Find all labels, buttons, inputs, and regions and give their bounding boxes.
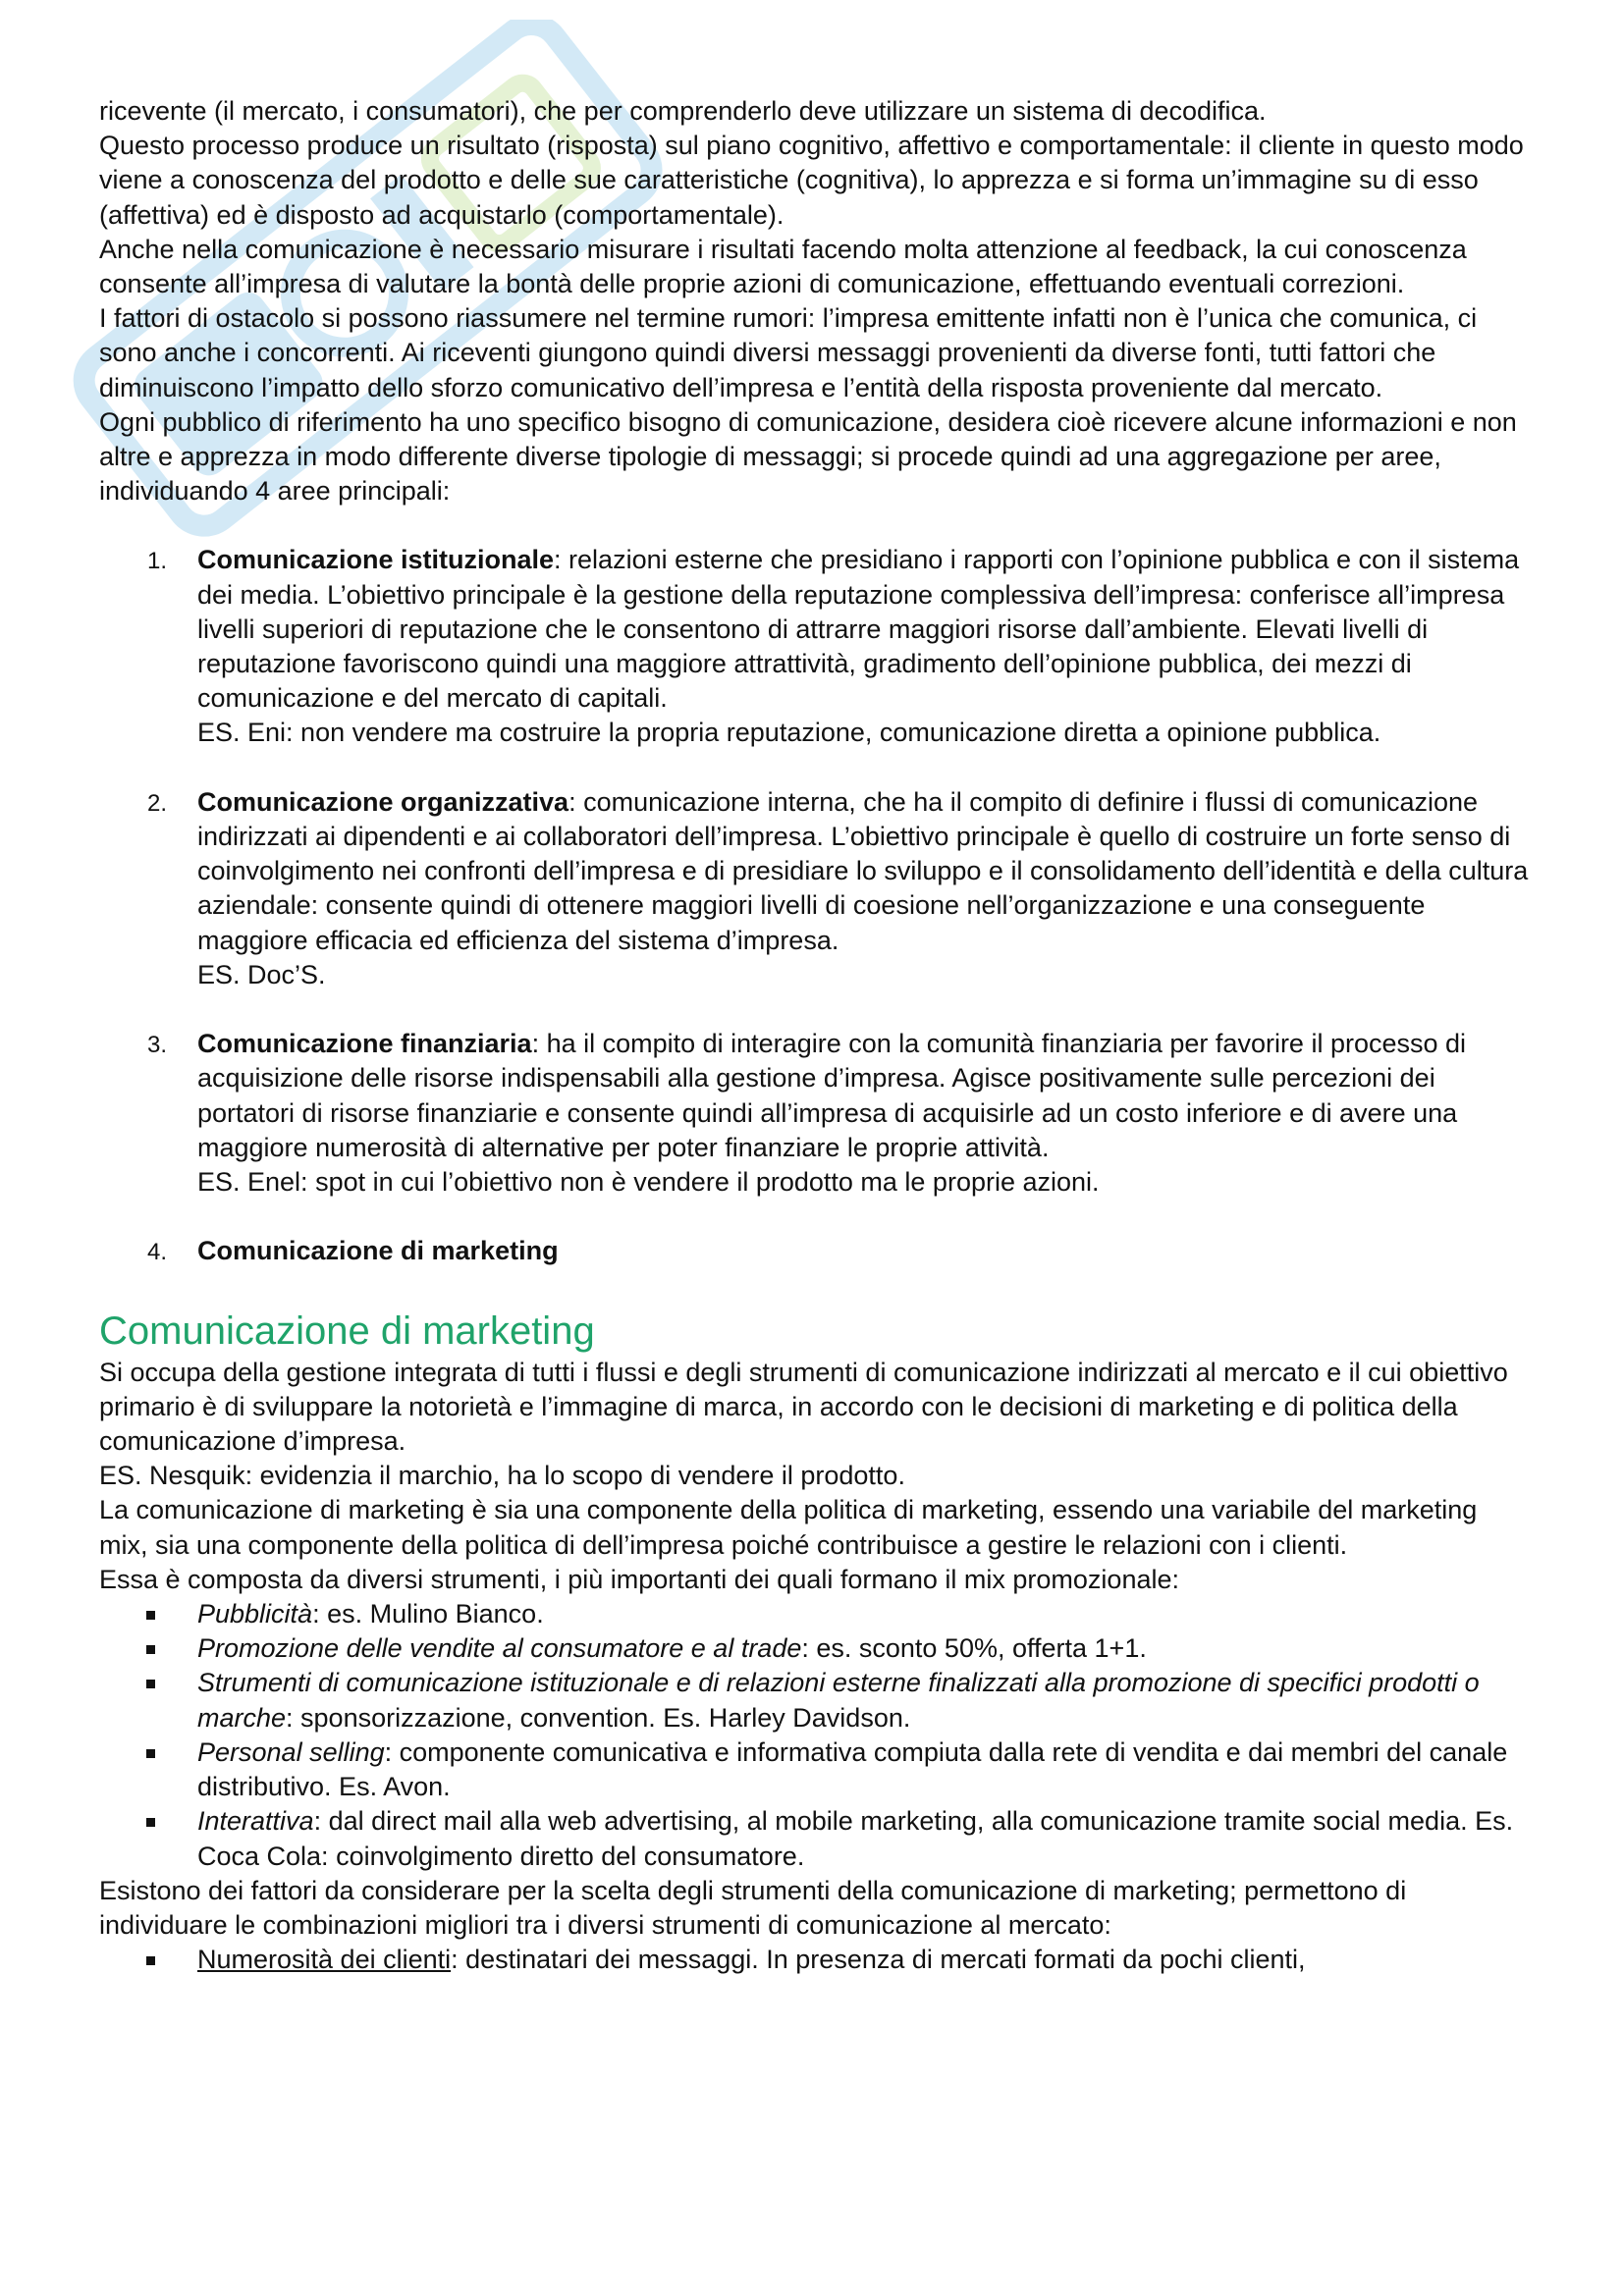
factors-intro: Esistono dei fattori da considerare per la scelta degli strumenti della comunicazione di marketing; permettono di individuare le combinazioni migliori tra i diversi strumenti di comunicazione al mercato: (99, 1875, 1407, 1940)
area-example: ES. Enel: spot in cui l’obiettivo non è vendere il prodotto ma le proprie azioni. (197, 1167, 1100, 1198)
intro-paragraph-2: Questo processo produce un risultato (risposta) sul piano cognitivo, affettivo e comportamentale: il cliente in questo modo viene a conoscenza del prodotto e delle sue caratteristiche (cognitiva), lo apprezza e si forma un’immagine su di esso (affettiva) ed è disposto ad acquistarlo (comportamentale). (99, 131, 1524, 230)
tool-term: Pubblicità (197, 1599, 313, 1629)
factor-term: Numerosità dei clienti (197, 1945, 452, 1975)
list-item (99, 1597, 1533, 1631)
list-item (99, 1943, 1533, 1977)
bullet-square-icon (146, 1956, 155, 1965)
list-item (99, 1735, 1533, 1804)
bullet-square-icon (146, 1680, 155, 1688)
area-title: Comunicazione finanziaria (197, 1029, 532, 1059)
area-example: ES. Eni: non vendere ma costruire la propria reputazione, comunicazione diretta a opinione pubblica. (197, 718, 1381, 748)
intro-paragraph-4: I fattori di ostacolo si possono riassumere nel termine rumori: l’impresa emittente infatti non è l’unica che comunica, ci sono anche i concorrenti. Ai riceventi giungono quindi diversi messaggi provenienti da diverse fonti, tutti fattori che diminuiscono l’impatto dello sforzo comunicativo dell’impresa e l’entità della risposta proveniente dal mercato. (99, 303, 1478, 402)
bullet-square-icon (146, 1645, 155, 1654)
tool-term: Promozione delle vendite al consumatore e al trade (197, 1633, 802, 1664)
promotional-mix-list (99, 1597, 1533, 1874)
area-title: Comunicazione istituzionale (197, 545, 555, 575)
intro-paragraph-5: Ogni pubblico di riferimento ha uno specifico bisogno di comunicazione, desidera cioè ricevere alcune informazioni e non altre e apprezza in modo differente diverse tipologie di messaggi; si procede quindi ad una aggregazione per aree, individuando 4 aree principali: (99, 406, 1517, 507)
tool-text: : dal direct mail alla web advertising, al mobile marketing, alla comunicazione tramite social media. Es. Coca Cola: coinvolgimento diretto del consumatore. (197, 1806, 1514, 1871)
tool-text: : componente comunicativa e informativa compiuta dalla rete di vendita e dai membri del canale distributivo. Es. Avon. (197, 1736, 1508, 1802)
list-number: 4. (147, 1239, 168, 1266)
area-item-institutional (99, 543, 1533, 750)
area-description (197, 1027, 1533, 1165)
list-item (99, 1666, 1533, 1735)
bullet-square-icon (146, 1818, 155, 1827)
bullet-square-icon (146, 1611, 155, 1620)
list-number: 1. (147, 548, 168, 575)
area-text: : comunicazione interna, che ha il compito di definire i flussi di comunicazione indirizzati ai dipendenti e ai collaboratori dell’impresa. L’obiettivo principale è quello di costruire un forte senso di coinvolgimento nei confronti dell’impresa e di presidiare lo sviluppo e il consolidamento dell’identità e della cultura aziendale: consente quindi di ottenere maggiori livelli di coesione nell’organizzazione e una conseguente maggiore efficacia ed efficienza del sistema d’impresa. (197, 786, 1529, 955)
tool-term: Strumenti di comunicazione istituzionale e di relazioni esterne finalizzati alla promozione di specifici prodotti o marche (197, 1668, 1480, 1733)
area-text: : ha il compito di interagire con la comunità finanziaria per favorire il processo di acquisizione delle risorse indispensabili alla gestione d’impresa. Agisce positivamente sulle percezioni dei portatori di risorse finanziarie e consente quindi all’impresa di acquisirle ad un costo inferiore e di avere una maggiore numerosità di alternative per poter finanziare le proprie attività. (197, 1029, 1467, 1162)
area-text: : relazioni esterne che presidiano i rapporti con l’opinione pubblica e con il sistema dei media. L’obiettivo principale è la gestione della reputazione complessiva dell’impresa: conferisce all’impresa livelli superiori di reputazione che le consentono di attrarre maggiori risorse dall’ambiente. Elevati livelli di reputazione favoriscono quindi una maggiore attrattività, gradimento dell’opinione pubblica, dei mezzi di comunicazione e del mercato di capitali. (197, 545, 1520, 714)
list-item (99, 1631, 1533, 1666)
area-description (197, 1234, 1533, 1268)
section-paragraph-3: La comunicazione di marketing è sia una componente della politica di marketing, essendo una variabile del marketing mix, sia una componente della politica di dell’impresa poiché contribuisce a gestire le relazioni con i clienti. (99, 1495, 1478, 1560)
intro-paragraph-3: Anche nella comunicazione è necessario misurare i risultati facendo molta attenzione al feedback, la cui conoscenza consente all’impresa di valutare la bontà delle proprie azioni di comunicazione, effettuando eventuali correzioni. (99, 234, 1467, 299)
list-item (99, 1804, 1533, 1873)
section-paragraph-4: Essa è composta da diversi strumenti, i più importanti dei quali formano il mix promozionale: (99, 1564, 1179, 1594)
area-title: Comunicazione organizzativa (197, 786, 569, 817)
bullet-square-icon (146, 1749, 155, 1758)
area-item-marketing (99, 1234, 1533, 1268)
area-item-organizational (99, 785, 1533, 992)
section-paragraph-2: ES. Nesquik: evidenzia il marchio, ha lo scopo di vendere il prodotto. (99, 1461, 905, 1491)
tool-text: : es. sconto 50%, offerta 1+1. (801, 1633, 1147, 1664)
section-paragraph-1: Si occupa della gestione integrata di tutti i flussi e degli strumenti di comunicazione indirizzati al mercato e il cui obiettivo primario è di sviluppare la notorietà e l’immagine di marca, in accordo con le decisioni di marketing e di politica della comunicazione d’impresa. (99, 1357, 1508, 1457)
tool-text: : es. Mulino Bianco. (312, 1599, 544, 1629)
area-description (197, 785, 1533, 958)
selection-factors-list (99, 1943, 1533, 1977)
communication-areas-list (99, 543, 1533, 1268)
section-heading: Comunicazione di marketing (99, 1308, 595, 1353)
area-item-financial (99, 1027, 1533, 1200)
document-page (99, 94, 1533, 1977)
area-example: ES. Doc’S. (197, 959, 326, 989)
tool-term: Personal selling (197, 1736, 385, 1767)
list-number: 2. (147, 789, 168, 817)
intro-paragraph-1: ricevente (il mercato, i consumatori), che per comprenderlo deve utilizzare un sistema di decodifica. (99, 96, 1267, 126)
tool-term: Interattiva (197, 1806, 314, 1837)
list-number: 3. (147, 1032, 168, 1059)
tool-text: : sponsorizzazione, convention. Es. Harley Davidson. (286, 1702, 911, 1733)
area-description (197, 543, 1533, 716)
area-title: Comunicazione di marketing (197, 1236, 559, 1266)
factor-text: : destinatari dei messaggi. In presenza di mercati formati da pochi clienti, (451, 1945, 1306, 1975)
